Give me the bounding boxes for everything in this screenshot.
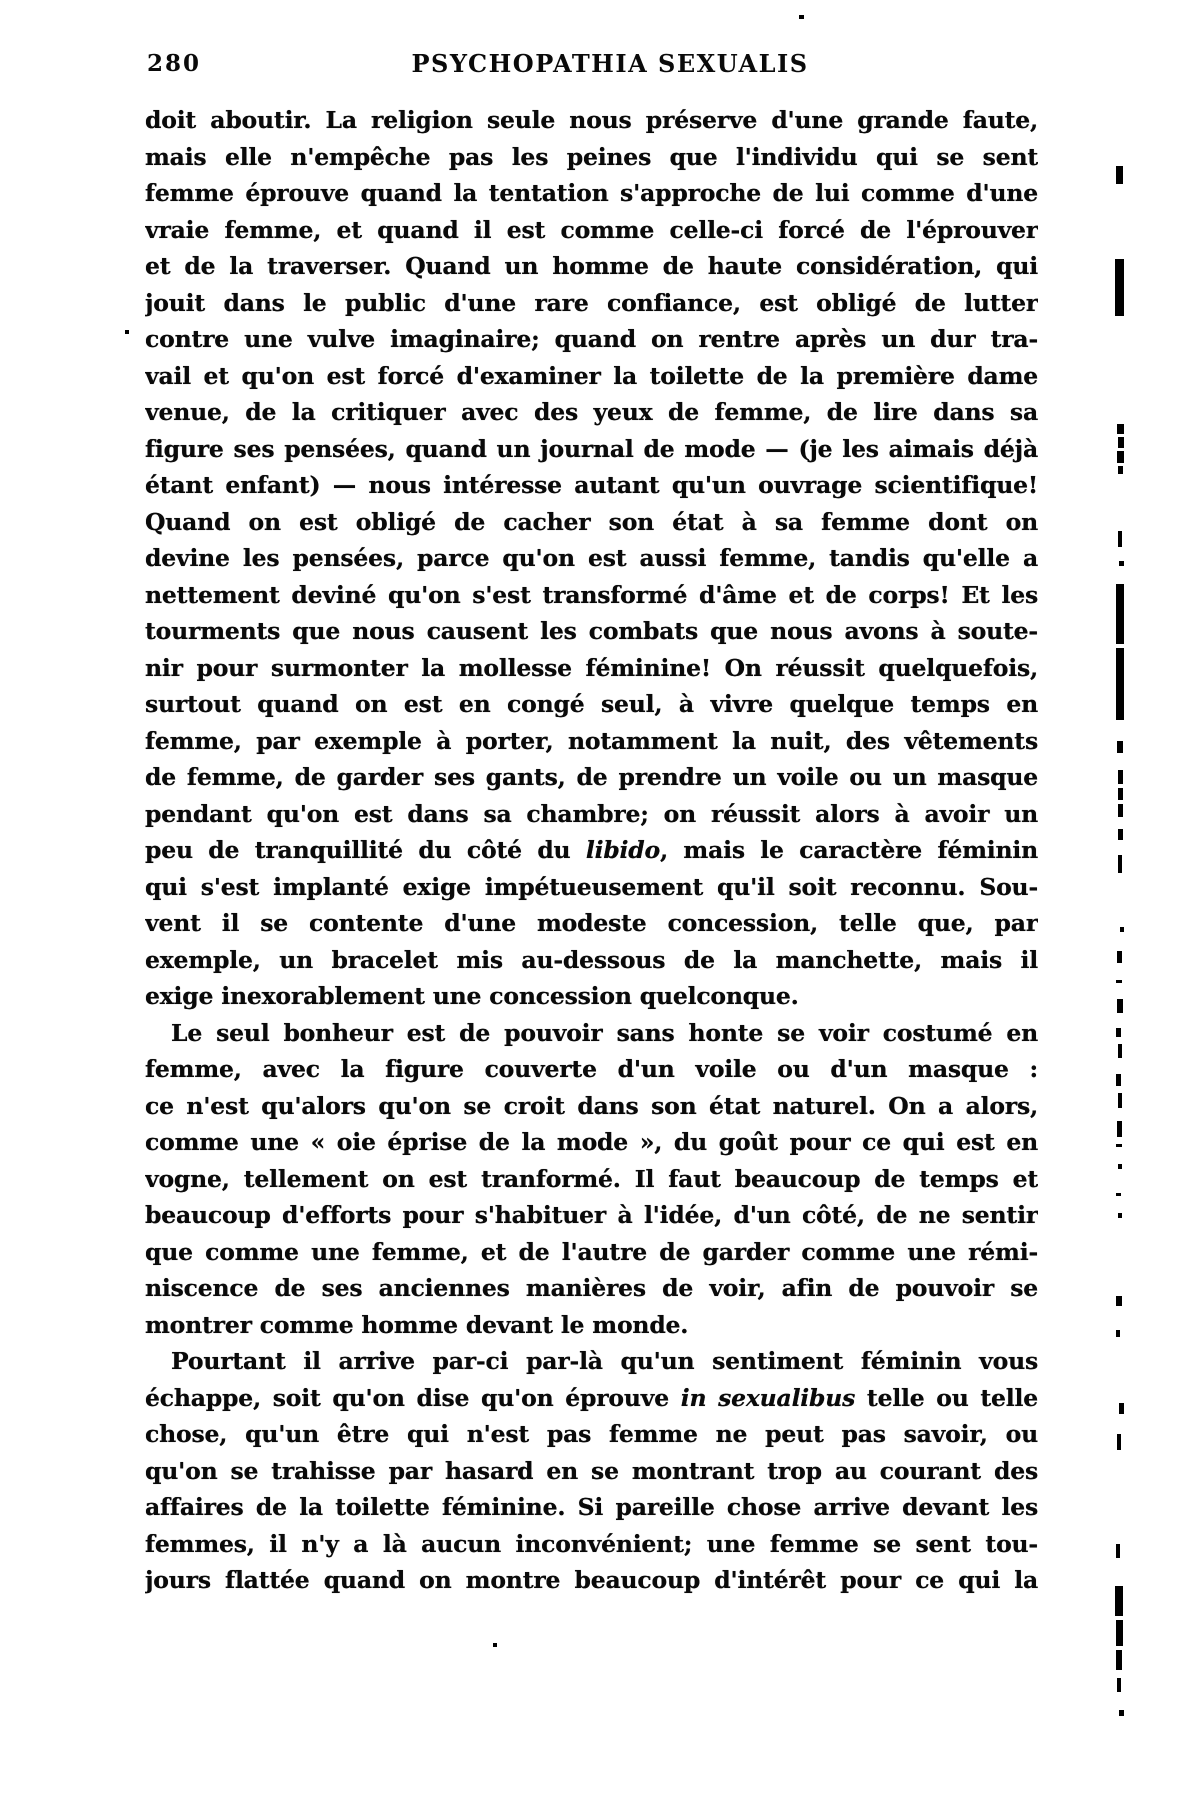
text-line	[145, 942, 1038, 979]
scan-artifact-mark	[1116, 1650, 1122, 1670]
text-segment: telle ou telle	[855, 1383, 1038, 1412]
scan-artifact-mark	[1116, 1544, 1120, 1558]
text-segment: vogne, tellement on est tranformé. Il faut beaucoup de temps et	[145, 1164, 1038, 1193]
text-segment: comme une « oie éprise de la mode », du goût pour ce qui est en	[145, 1128, 1038, 1156]
text-segment: chose, qu'un être qui n'est pas femme ne peut pas savoir, ou	[145, 1420, 1038, 1448]
text-line	[145, 613, 1038, 650]
text-line	[145, 394, 1038, 431]
text-segment: pendant qu'on est dans sa chambre; on réussit alors à avoir un	[145, 799, 1038, 828]
text-line	[145, 759, 1038, 796]
text-segment: jouit dans le public d'une rare confiance, est obligé de lutter	[145, 288, 1038, 317]
scan-artifact-mark	[1116, 166, 1123, 184]
scan-artifact-mark	[1117, 1678, 1121, 1692]
text-segment: Pourtant il arrive par-ci par-là qu'un sentiment féminin vous	[171, 1347, 1038, 1375]
scan-artifact-mark	[1117, 424, 1124, 434]
text-segment: qui s'est implanté exige impétueusement qu'il soit reconnu. Sou-	[145, 872, 1038, 901]
text-line	[145, 504, 1038, 541]
body-text	[145, 102, 1038, 1599]
text-segment: , mais le caractère féminin	[660, 836, 1038, 864]
text-line	[145, 540, 1038, 577]
scan-artifact-mark	[1117, 1121, 1122, 1137]
scan-artifact-mark	[1116, 1296, 1122, 1306]
text-line	[145, 1015, 1038, 1052]
text-line	[145, 1161, 1038, 1198]
text-line	[145, 905, 1038, 942]
text-segment: ce n'est qu'alors qu'on se croit dans son état naturel. On a alors,	[145, 1091, 1038, 1120]
text-line	[145, 1307, 1038, 1344]
text-segment: Le seul bonheur est de pouvoir sans honte se voir costumé en	[171, 1018, 1038, 1047]
text-line	[145, 1234, 1038, 1271]
text-segment: étant enfant) — nous intéresse autant qu'un ouvrage scientifique!	[145, 471, 1038, 499]
text-segment: que comme une femme, et de l'autre de garder comme une rémi-	[145, 1237, 1038, 1266]
scan-artifact-mark	[1118, 829, 1123, 840]
text-segment: beaucoup d'efforts pour s'habituer à l'idée, d'un côté, de ne sentir	[145, 1201, 1038, 1229]
text-segment: devine les pensées, parce qu'on est aussi femme, tandis qu'elle a	[145, 544, 1038, 572]
text-line	[145, 431, 1038, 468]
text-segment: niscence de ses anciennes manières de voir, afin de pouvoir se	[145, 1274, 1038, 1302]
text-line	[145, 467, 1038, 504]
text-line	[145, 1197, 1038, 1234]
text-segment: vent il se contente d'une modeste concession, telle que, par	[145, 909, 1038, 937]
text-segment: exige inexorablement une concession quelconque.	[145, 982, 799, 1010]
text-segment: peu de tranquillité du côté du	[145, 836, 586, 864]
text-segment: exemple, un bracelet mis au-dessous de la manchette, mais il	[145, 945, 1038, 974]
text-segment: femme éprouve quand la tentation s'approche de lui comme d'une	[145, 179, 1038, 207]
scan-artifact-mark	[799, 15, 804, 19]
scan-artifact-mark	[1117, 741, 1123, 753]
text-line	[145, 650, 1038, 687]
scan-artifact-mark	[1119, 1403, 1124, 1414]
text-line	[145, 1124, 1038, 1161]
text-line	[145, 102, 1038, 139]
page-number: 280	[147, 50, 202, 77]
text-line	[145, 869, 1038, 906]
scan-artifact-mark	[1119, 1710, 1124, 1716]
text-line	[145, 1051, 1038, 1088]
scan-artifact-mark	[1118, 531, 1122, 547]
scan-artifact-mark	[1115, 1586, 1123, 1616]
scan-artifact-mark	[1116, 1028, 1121, 1037]
text-segment: Quand on est obligé de cacher son état à sa femme dont on	[145, 507, 1038, 536]
text-segment: nettement deviné qu'on s'est transformé d'âme et de corps! Et les	[145, 580, 1038, 609]
scan-artifact-mark	[1116, 648, 1124, 720]
text-line	[145, 832, 1038, 869]
text-segment: surtout quand on est en congé seul, à vivre quelque temps en	[145, 690, 1038, 718]
text-line	[145, 1562, 1038, 1599]
text-segment: figure ses pensées, quand un journal de mode — (je les aimais déjà	[145, 434, 1038, 463]
text-segment: de femme, de garder ses gants, de prendre un voile ou un masque	[145, 763, 1038, 791]
scan-artifact-mark	[1118, 1164, 1122, 1169]
scan-artifact-mark	[1117, 951, 1122, 963]
text-line	[145, 1270, 1038, 1307]
text-line	[145, 1526, 1038, 1563]
scan-artifact-mark	[1118, 1044, 1122, 1058]
text-line	[145, 139, 1038, 176]
running-title: PSYCHOPATHIA SEXUALIS	[411, 49, 809, 78]
scan-artifact-mark	[493, 1643, 497, 1647]
text-line	[145, 1489, 1038, 1526]
scan-artifact-mark	[1118, 1093, 1122, 1108]
text-line	[145, 723, 1038, 760]
scan-artifact-mark	[1118, 804, 1123, 817]
text-line	[145, 686, 1038, 723]
text-line	[145, 285, 1038, 322]
text-segment: nir pour surmonter la mollesse féminine! On réussit quelquefois,	[145, 653, 1038, 682]
text-line	[145, 248, 1038, 285]
scan-artifact-mark	[1116, 1620, 1123, 1646]
text-line	[145, 1380, 1038, 1417]
text-segment: échappe, soit qu'on dise qu'on éprouve	[145, 1383, 681, 1412]
scan-artifact-mark	[1118, 770, 1123, 784]
scan-artifact-mark	[1117, 451, 1124, 463]
scan-artifact-mark	[1116, 1144, 1122, 1147]
scan-artifact-mark	[125, 330, 129, 334]
scan-artifact-mark	[1118, 437, 1124, 448]
text-segment: tourments que nous causent les combats que nous avons à soute-	[145, 617, 1038, 645]
scan-artifact-mark	[1116, 980, 1122, 983]
scan-artifact-mark	[1118, 788, 1123, 800]
text-segment: jours flattée quand on montre beaucoup d'intérêt pour ce qui la	[145, 1566, 1038, 1594]
text-segment: affaires de la toilette féminine. Si pareille chose arrive devant les	[145, 1493, 1038, 1521]
text-line	[145, 1088, 1038, 1125]
text-segment: femmes, il n'y a là aucun inconvénient; une femme se sent tou-	[145, 1529, 1038, 1558]
text-segment: qu'on se trahisse par hasard en se montrant trop au courant des	[145, 1456, 1038, 1485]
text-line	[145, 212, 1038, 249]
scan-artifact-mark	[1116, 584, 1124, 644]
scan-artifact-mark	[1117, 1434, 1121, 1450]
scan-artifact-mark	[1118, 1213, 1122, 1218]
scan-artifact-mark	[1116, 1074, 1121, 1086]
text-line	[145, 1416, 1038, 1453]
text-segment: contre une vulve imaginaire; quand on rentre après un dur tra-	[145, 325, 1038, 353]
scan-artifact-mark	[1117, 999, 1123, 1013]
scan-artifact-mark	[1115, 259, 1124, 316]
text-line	[145, 175, 1038, 212]
text-line	[145, 1343, 1038, 1380]
text-segment: montrer comme homme devant le monde.	[145, 1310, 689, 1339]
text-segment: femme, par exemple à porter, notamment la nuit, des vêtements	[145, 726, 1038, 755]
text-line	[145, 321, 1038, 358]
text-segment: vail et qu'on est forcé d'examiner la toilette de la première dame	[145, 361, 1038, 390]
scan-artifact-mark	[1120, 927, 1124, 932]
scan-artifact-mark	[1118, 855, 1122, 873]
text-segment: vraie femme, et quand il est comme celle-ci forcé de l'éprouver	[145, 215, 1038, 244]
text-line	[145, 796, 1038, 833]
scan-artifact-mark	[1116, 1330, 1120, 1337]
text-segment: mais elle n'empêche pas les peines que l'individu qui se sent	[145, 142, 1038, 171]
text-line	[145, 577, 1038, 614]
scan-artifact-mark	[1119, 561, 1124, 566]
scan-artifact-mark	[1118, 466, 1123, 474]
italic-text-segment: libido	[585, 836, 660, 864]
text-line	[145, 1453, 1038, 1490]
text-segment: venue, de la critiquer avec des yeux de femme, de lire dans sa	[145, 398, 1038, 426]
scan-artifact-mark	[1116, 1193, 1121, 1196]
text-segment: femme, avec la figure couverte d'un voile ou d'un masque :	[145, 1055, 1038, 1083]
italic-text-segment: in sexualibus	[680, 1383, 856, 1412]
text-line	[145, 978, 1038, 1015]
text-segment: doit aboutir. La religion seule nous préserve d'une grande faute,	[145, 106, 1038, 134]
text-line	[145, 358, 1038, 395]
text-segment: et de la traverser. Quand un homme de haute considération, qui	[145, 252, 1038, 280]
